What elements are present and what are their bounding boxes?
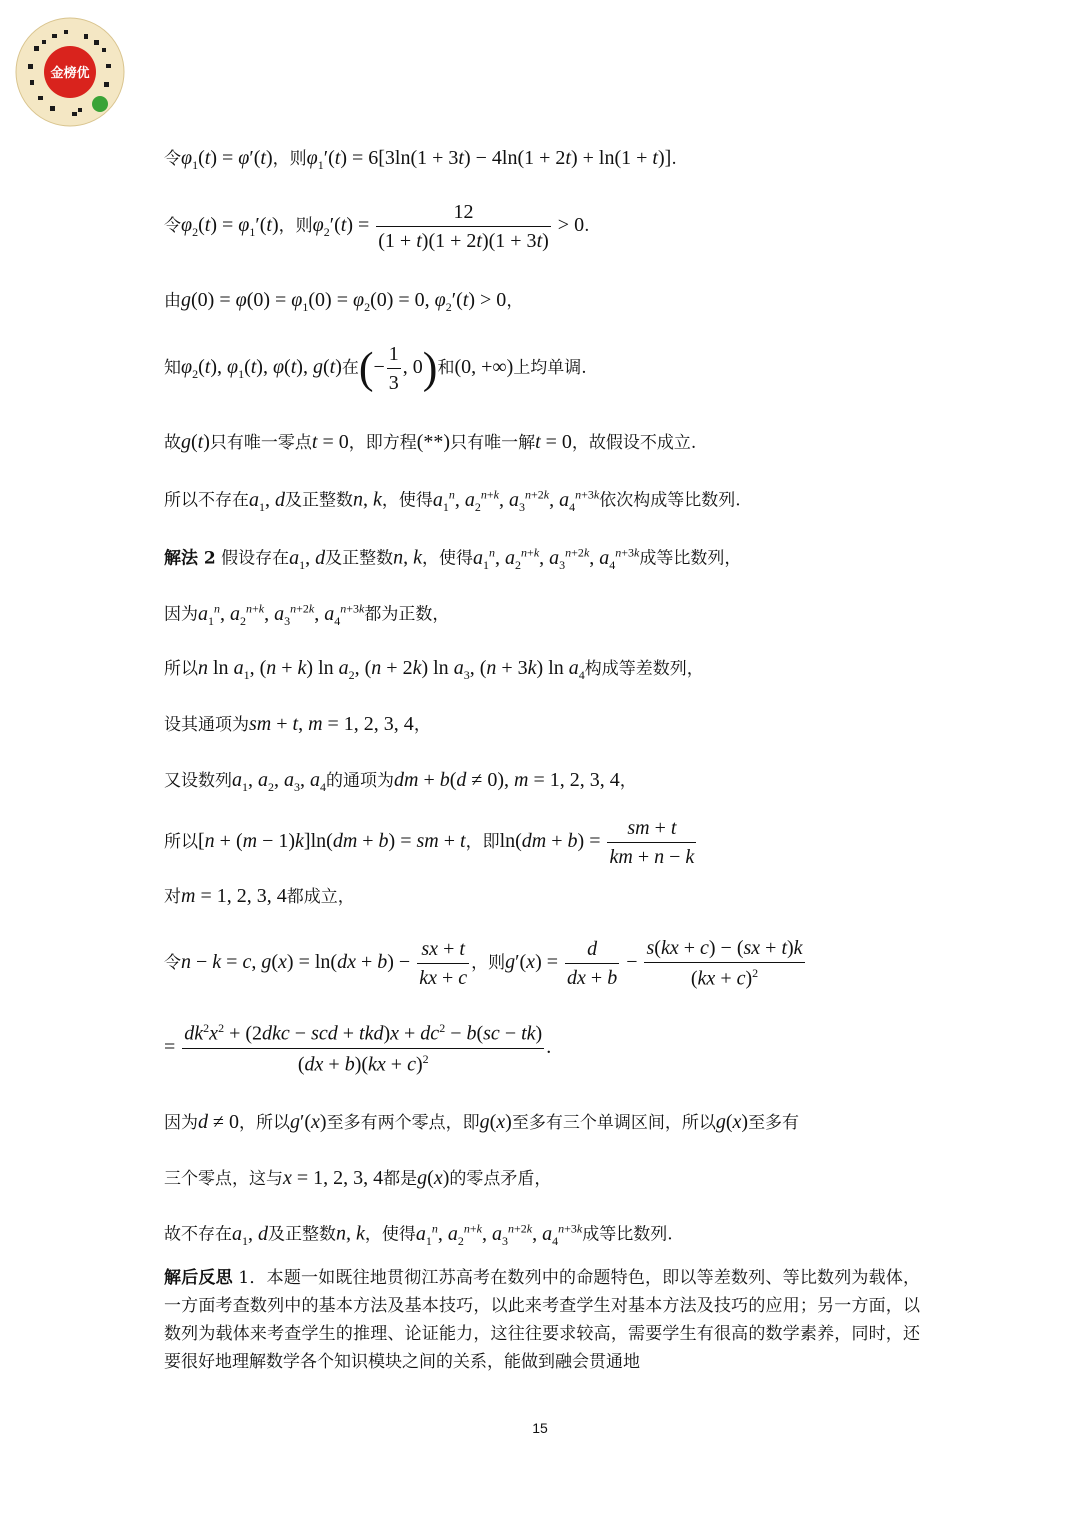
math-line-8: 因为$a_1^n$, $a_2^{n+k}$, $a_3^{n+2k}$, $a_4^{n+3k}$都为正数， — [164, 601, 450, 628]
math-line-11: 又设数列$a_1$, $a_2$, $a_3$, $a_4$的通项为dm + b(d ≠ 0), m = 1, 2, 3, 4， — [164, 769, 637, 794]
reflection-text: 1．本题一如既往地贯彻江苏高考在数列中的命题特色，即以等差数列、等比数列为载体，一方面考查数列中的基本方法及基本技巧，以此来考查学生对基本方法及技巧的应用；另一方面，以数列为载体来考查学生的推理、论证能力，这往往要求较高，需要学生有很高的数学素养，同时，还要很好地理解数学各个知识模块之间的关系，能做到融会贯通地 — [164, 1268, 921, 1372]
math-line-1: 令$\varphi_1(t) = \varphi'(t)$，则$\varphi_1'(t) = 6[3\ln(1 + 3t) - 4\ln(1 + 2t) + \ln(1 + t)]$. — [164, 147, 677, 172]
math-line-12: 所以[n + (m − 1)k]ln(dm + b) = sm + t，即ln(dm + b) = $\frac{sm + t}{km + n - k}$ — [164, 817, 695, 868]
brand-logo — [14, 16, 126, 128]
math-line-9: 所以n $\ln a_1$, (n + k) $\ln a_2$, (n + 2k) $\ln a_3$, (n + 3k) $\ln a_4$构成等差数列， — [164, 657, 704, 682]
math-line-17: 三个零点，这与x = 1, 2, 3, 4都是g(x)的零点矛盾， — [164, 1167, 552, 1189]
reflection-paragraph — [164, 1264, 920, 1376]
math-line-2: 令$\varphi_2(t) = \varphi_1'(t)$，则$\varphi_2'(t)$ = $\frac{12}{(1 + t)(1 + 2t)(1 + 3t)}$ > 0. — [164, 201, 590, 252]
math-line-13: 对m = 1, 2, 3, 4都成立， — [164, 885, 355, 907]
math-line-6: 所以不存在$a_1$, d及正整数n, k，使得$a_1^n$, $a_2^{n+k}$, $a_3^{n+2k}$, $a_4^{n+3k}$依次构成等比数列. — [164, 487, 741, 514]
math-line-4: 知$\varphi_2(t)$, $\varphi_1(t)$, φ(t), g(t)在(− $\frac{1}{3}$ , 0)和(0, +∞)上均单调. — [164, 343, 587, 394]
math-line-7: 解法 2 假设存在$a_1$, d及正整数n, k，使得$a_1^n$, $a_2^{n+k}$, $a_3^{n+2k}$, $a_4^{n+3k}$成等比数列， — [164, 545, 742, 572]
logo-brand-text: 金榜优 — [50, 66, 90, 81]
page-number: 15 — [532, 1420, 548, 1436]
math-line-10: 设其通项为sm + t, m = 1, 2, 3, 4， — [164, 713, 431, 735]
reflection-title: 解后反思 — [164, 1268, 233, 1288]
math-line-16: 因为d ≠ 0，所以g′(x)至多有两个零点，即g(x)至多有三个单调区间，所以g(x)至多有 — [164, 1111, 800, 1133]
math-line-18: 故不存在$a_1$, d及正整数n, k，使得$a_1^n$, $a_2^{n+k}$, $a_3^{n+2k}$, $a_4^{n+3k}$成等比数列. — [164, 1221, 673, 1248]
math-line-14: 令n − k = c, g(x) = ln(dx + b) − $\frac{sx + t}{kx + c}$ ，则g′(x) = $\frac{d}{dx + b}$ − $\frac{s(kx + c) - (sx + t)k}{(kx + c)^2}$ — [164, 937, 803, 990]
math-line-15: = $\frac{dk^2x^2 + (2dkc - scd + tkd)x + dc^2 - b(sc - tk)}{(dx + b)(kx + c)^2}$ . — [164, 1021, 552, 1076]
math-line-5: 故g(t)只有唯一零点t = 0，即方程(**)只有唯一解t = 0，故假设不成立. — [164, 431, 697, 453]
math-line-3: 由$g(0) = \varphi(0) = \varphi_1(0) = \varphi_2(0) = 0$, $\varphi_2'(t) > 0$， — [164, 289, 524, 314]
